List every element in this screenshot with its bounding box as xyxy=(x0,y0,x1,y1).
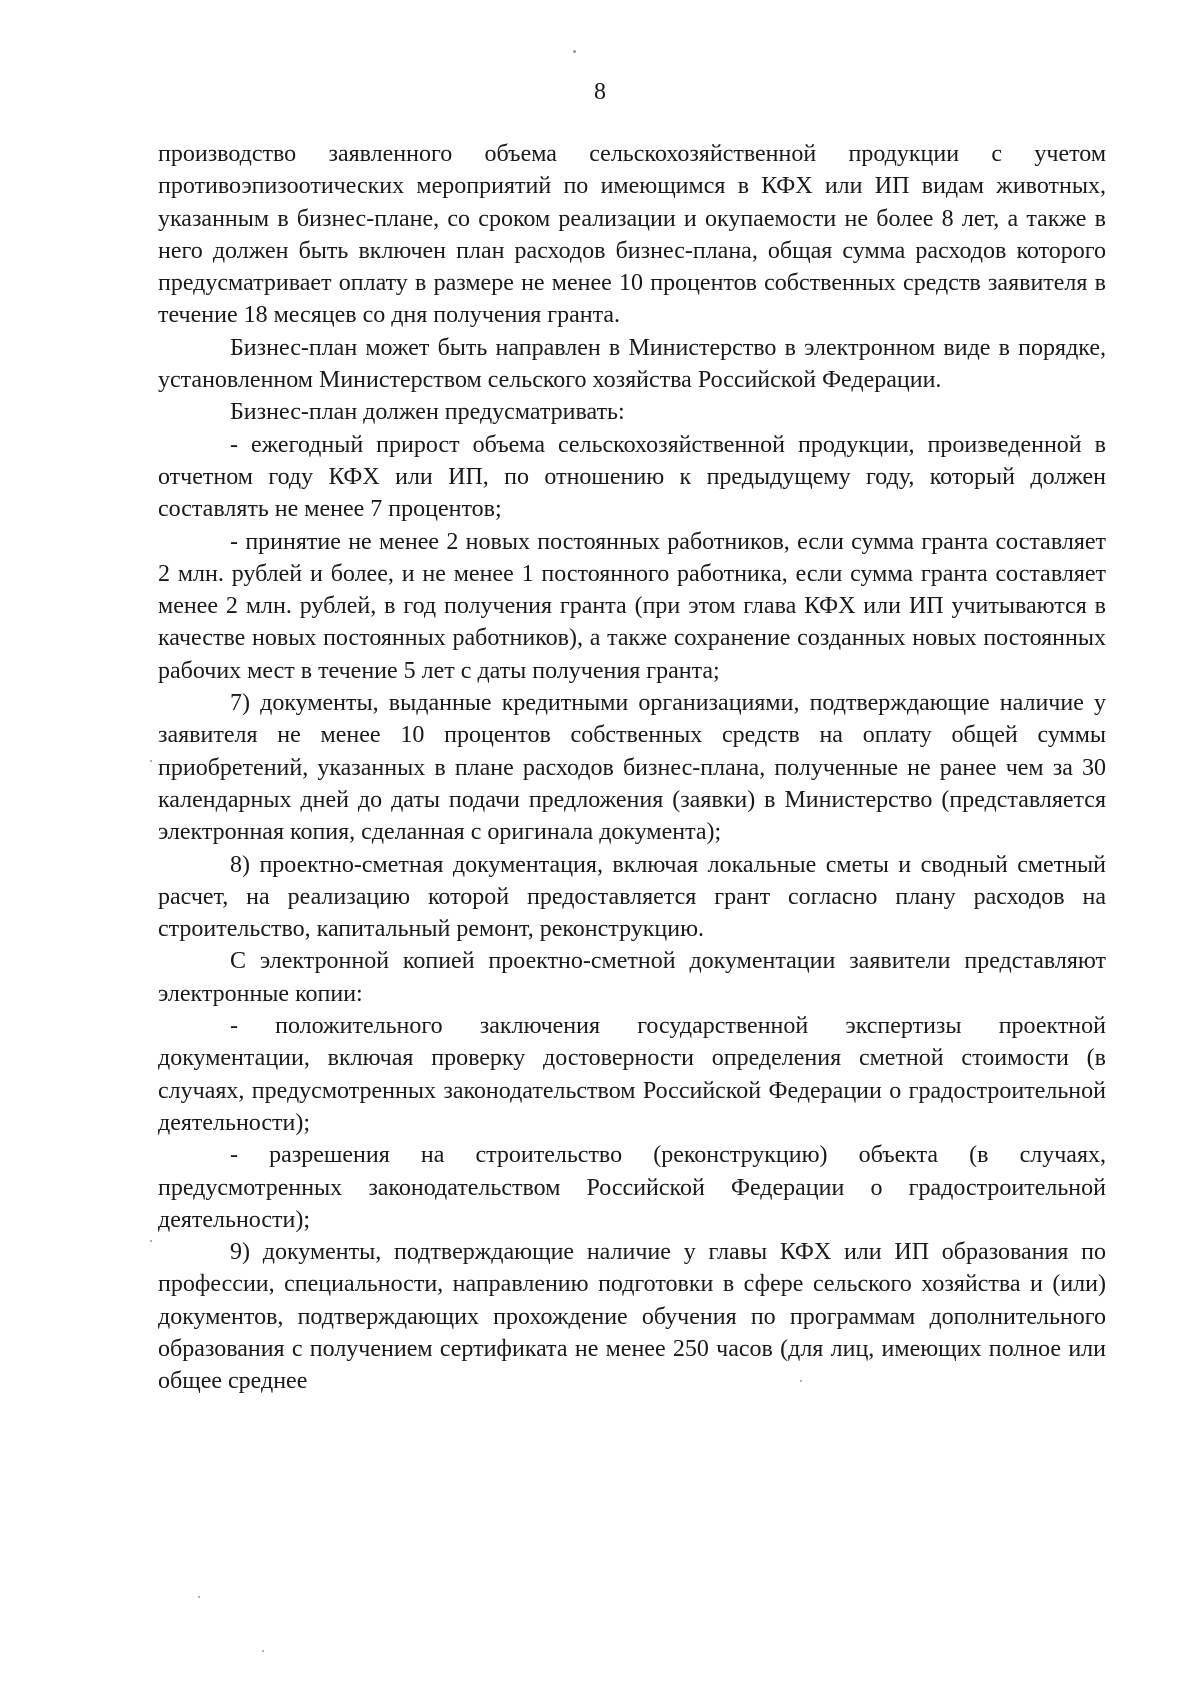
paragraph-9: - положительного заключения государственной экспертизы проектной документации, включая проверку достоверности определения сметной стоимости (в случаях, предусмотренных законодательством Российской Федерации о градостроительной деятельности); xyxy=(158,1013,1106,1136)
scan-speck xyxy=(150,760,152,762)
paragraph-7: 8) проектно-сметная документация, включая локальные сметы и сводный сметный расчет, на реализацию которой предоставляется грант согласно плану расходов на строительство, капитальный ремонт, реконструкцию. xyxy=(158,851,1106,943)
scan-speck xyxy=(150,1240,152,1242)
paragraph-4: - ежегодный прирост объема сельскохозяйственной продукции, произведенной в отчетном году КФХ или ИП, по отношению к предыдущему году, который должен составлять не менее 7 процентов; xyxy=(158,431,1106,523)
document-body xyxy=(158,138,1106,1398)
paragraph-8: С электронной копией проектно-сметной документации заявители представляют электронные копии: xyxy=(158,948,1106,1007)
paragraph-10: - разрешения на строительство (реконструкцию) объекта (в случаях, предусмотренных законодательством Российской Федерации о градостроительной деятельности); xyxy=(158,1142,1106,1233)
page-number: 8 xyxy=(594,79,606,105)
paragraph-2: Бизнес-план может быть направлен в Министерство в электронном виде в порядке, установленном Министерством сельского хозяйства Российской Федерации. xyxy=(158,334,1106,394)
scan-speck xyxy=(198,1596,200,1598)
paragraph-5: - принятие не менее 2 новых постоянных работников, если сумма гранта составляет 2 млн. рублей и более, и не менее 1 постоянного работника, если сумма гранта составляет менее 2 млн. рублей, в год получения гранта (при этом глава КФХ или ИП учитываются в качестве новых постоянных работников), а также сохранение созданных новых постоянных рабочих мест в течение 5 лет с даты получения гранта; xyxy=(158,528,1106,684)
paragraph-6: 7) документы, выданные кредитными организациями, подтверждающие наличие у заявителя не менее 10 процентов собственных средств на оплату общей суммы приобретений, указанных в плане расходов бизнес-плана, полученные не ранее чем за 30 календарных дней до даты подачи предложения (заявки) в Министерство (представляется электронная копия, сделанная с оригинала документа); xyxy=(158,690,1106,846)
paragraph-1: производство заявленного объема сельскохозяйственной продукции с учетом противоэпизоотических мероприятий по имеющимся в КФХ или ИП видам животных, указанным в бизнес-плане, со сроком реализации и окупаемости не более 8 лет, а также в него должен быть включен план расходов бизнес-плана, общая сумма расходов которого предусматривает оплату в размере не менее 10 процентов собственных средств заявителя в течение 18 месяцев со дня получения гранта. xyxy=(158,141,1106,329)
paragraph-11: 9) документы, подтверждающие наличие у главы КФХ или ИП образования по профессии, специальности, направлению подготовки в сфере сельского хозяйства и (или) документов, подтверждающих прохождение обучения по программам дополнительного образования с получением сертификата не менее 250 часов (для лиц, имеющих полное или общее среднее xyxy=(158,1239,1106,1395)
scan-speck xyxy=(573,50,576,53)
scan-speck xyxy=(262,1650,264,1652)
scan-speck xyxy=(800,1380,802,1382)
paragraph-3: Бизнес-план должен предусматривать: xyxy=(230,399,625,426)
